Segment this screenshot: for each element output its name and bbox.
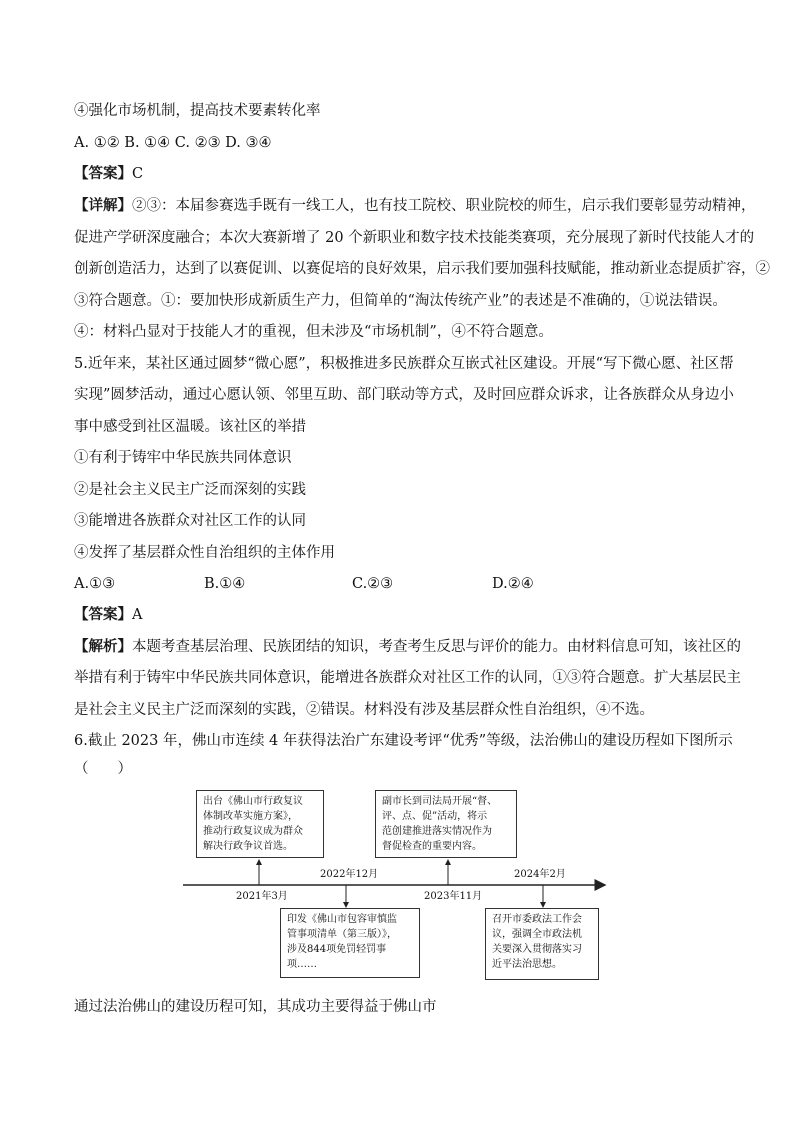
analysis-label: 【解析】 bbox=[74, 638, 132, 655]
analysis-text: 本题考查基层治理、民族团结的知识，考查考生反思与评价的能力。由材料信息可知，该社区的 bbox=[132, 639, 741, 655]
q6-stem-line: 6.截止 2023 年，佛山市连续 4 年获得法治广东建设考评“优秀”等级，法治佛山的建设历程如下图所示 bbox=[74, 733, 733, 749]
q4-detail-line: ③符合题意。①：要加快形成新质生产力，但简单的“淘汰传统产业”的表述是不准确的，①说法错误。 bbox=[74, 293, 727, 309]
q5-stem-line: 事中感受到社区温暖。该社区的举措 bbox=[74, 419, 306, 435]
q5-item-4: ④发挥了基层群众性自治组织的主体作用 bbox=[74, 545, 335, 561]
q5-option-a: A.①③ bbox=[74, 576, 116, 592]
q6-question: 通过法治佛山的建设历程可知，其成功主要得益于佛山市 bbox=[74, 999, 437, 1015]
q4-item-4: ④强化市场机制，提高技术要素转化率 bbox=[74, 103, 321, 119]
answer-label: 【答案】 bbox=[74, 165, 132, 182]
q4-detail-line: ④：材料凸显对于技能人才的重视，但未涉及“市场机制”，④不符合题意。 bbox=[74, 324, 553, 340]
timeline-box-2023: 副市长到司法局开展“督、 评、点、促”活动，将示 范创建推进落实情况作为 督促检查的重要内容。 bbox=[375, 790, 517, 858]
q5-option-b: B.①④ bbox=[204, 576, 246, 592]
timeline-date-2023: 2023年11月 bbox=[424, 891, 483, 902]
q5-analysis-line: 是社会主义民主广泛而深刻的实践，②错误。材料没有涉及基层群众性自治组织，④不选。 bbox=[74, 702, 654, 718]
q5-stem-line: 5.近年来，某社区通过圆梦“微心愿”，积极推进多民族群众互嵌式社区建设。开展“写下微心愿、社区帮 bbox=[74, 356, 734, 372]
q5-item-3: ③能增进各族群众对社区工作的认同 bbox=[74, 513, 306, 529]
q4-detail-line: 创新创造活力，达到了以赛促训、以赛促培的良好效果，启示我们要加强科技赋能，推动新业态提质扩容，② bbox=[74, 261, 770, 277]
detail-label: 【详解】 bbox=[74, 197, 132, 214]
timeline-date-2024: 2024年2月 bbox=[514, 869, 566, 880]
q4-options: A. ①② B. ①④ C. ②③ D. ③④ bbox=[74, 135, 272, 151]
q5-option-d: D.②④ bbox=[492, 576, 534, 592]
detail-text: ②③：本届参赛选手既有一线工人，也有技工院校、职业院校的师生，启示我们要彰显劳动精神， bbox=[132, 198, 756, 214]
timeline-box-2024: 召开市委政法工作会 议，强调全市政法机 关要深入贯彻落实习 近平法治思想。 bbox=[485, 908, 599, 980]
timeline-box-2021: 出台《佛山市行政复议 体制改革实施方案》， 推动行政复议成为群众 解决行政争议首选。 bbox=[196, 790, 324, 858]
q5-analysis-line: 举措有利于铸牢中华民族共同体意识，能增进各族群众对社区工作的认同，①③符合题意。扩大基层民主 bbox=[74, 670, 741, 686]
answer-label: 【答案】 bbox=[74, 606, 132, 623]
timeline-date-2022: 2022年12月 bbox=[320, 869, 379, 880]
timeline-date-2021: 2021年3月 bbox=[236, 891, 288, 902]
q5-stem-line: 实现”圆梦活动，通过心愿认领、邻里互助、部门联动等方式，及时回应群众诉求，让各族群众从身边小 bbox=[74, 387, 734, 403]
q5-item-1: ①有利于铸牢中华民族共同体意识 bbox=[74, 450, 292, 466]
q4-detail-line: 促进产学研深度融合；本次大赛新增了 20 个新职业和数字技术技能类赛项，充分展现了新时代技能人才的 bbox=[74, 230, 755, 246]
answer-value: C bbox=[132, 166, 144, 182]
q5-item-2: ②是社会主义民主广泛而深刻的实践 bbox=[74, 482, 306, 498]
q6-answer-blank: （ ） bbox=[74, 761, 132, 777]
q5-option-c: C.②③ bbox=[352, 576, 394, 592]
timeline-box-2022: 印发《佛山市包容审慎监 管事项清单（第三版）》， 涉及844项免罚轻罚事 项…… bbox=[280, 908, 420, 978]
answer-value: A bbox=[132, 607, 143, 623]
